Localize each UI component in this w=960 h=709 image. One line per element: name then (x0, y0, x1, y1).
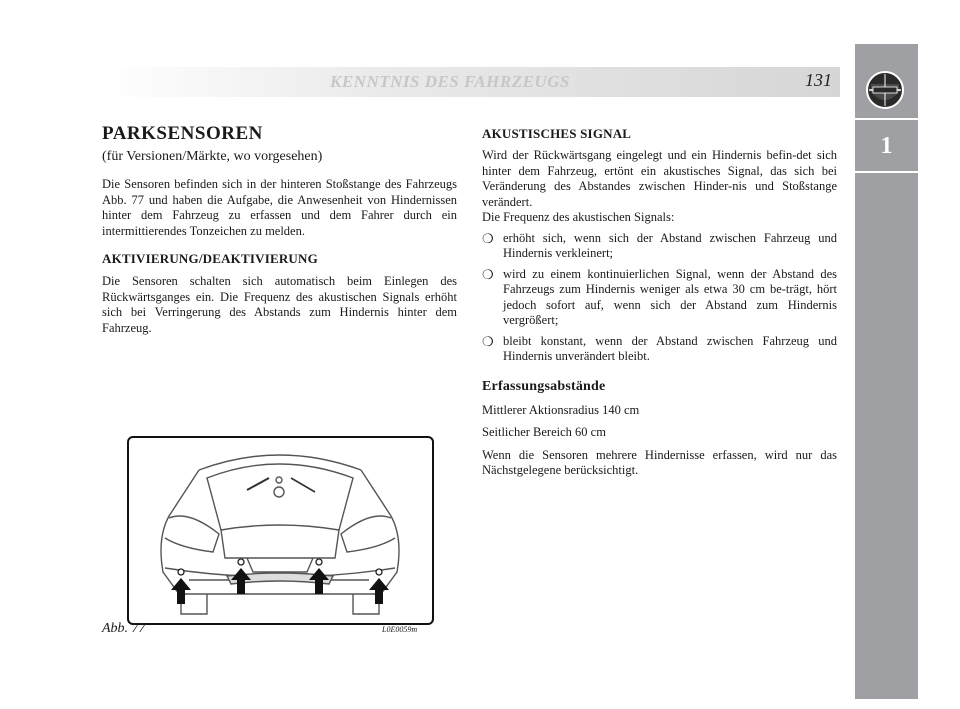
range-side: Seitlicher Bereich 60 cm (482, 425, 606, 439)
arrow-up-icon (369, 578, 389, 604)
list-item: ❍ bleibt konstant, wenn der Abstand zwischen Fahrzeug und Hindernis unverändert bleibt. (482, 333, 837, 363)
figure-code: L0E0059m (382, 625, 418, 634)
frequency-list (482, 231, 837, 365)
side-tab-divider (855, 171, 918, 173)
list-item: ❍ erhöht sich, wenn sich der Abstand zwischen Fahrzeug und Hindernis verkleinert; (482, 230, 837, 260)
lancia-logo (865, 70, 905, 110)
acoustic-paragraph: Wird der Rückwärtsgang eingelegt und ein Hindernis befin-det sich hinter dem Fahrzeug, ertönt ein akustisches Signal, das sich bei Veränderung des Abstandes zwischen Hinder-nis und Stoßstange verändert. (482, 148, 837, 209)
frequency-intro: Die Frequenz des akustischen Signals: (482, 210, 675, 224)
side-tab-divider (855, 118, 918, 120)
circle-bullet-icon: ❍ (482, 266, 494, 282)
section-title: PARKSENSOREN (102, 123, 263, 144)
circle-bullet-icon: ❍ (482, 230, 494, 246)
list-item: ❍ wird zu einem kontinuierlichen Signal, wenn der Abstand des Fahrzeugs zum Hindernis weniger als etwa 30 cm be-trägt, hört jedoch sofort auf, wenn sich der Abstand zum Hindernis vergrößert; (482, 266, 837, 327)
intro-paragraph: Die Sensoren befinden sich in der hinteren Stoßstange des Fahrzeugs Abb. 77 und haben die Aufgabe, die Anwesenheit von Hindernissen hinter dem Fahrzeug zu erfassen und dem Fahrer durch ein intermittierendes Tonzeichen zu melden. (102, 177, 457, 238)
arrow-up-icon (171, 578, 191, 604)
activation-heading: AKTIVIERUNG/DEAKTIVIERUNG (102, 251, 318, 266)
figure-car-rear (127, 436, 434, 625)
section-subtitle: (für Versionen/Märkte, wo vorgesehen) (102, 149, 323, 164)
header-title: KENNTNIS DES FAHRZEUGS (330, 72, 570, 91)
figure-caption: Abb. 77 (102, 621, 146, 636)
activation-paragraph: Die Sensoren schalten sich automatisch beim Einlegen des Rückwärtsganges ein. Die Frequenz des akustischen Signals erhöht sich bei Verringerung des Abstands zum Hindernis hinter dem Fahrzeug. (102, 274, 457, 335)
acoustic-signal-heading: AKUSTISCHES SIGNAL (482, 126, 632, 141)
right-column (482, 126, 837, 479)
detection-range-heading: Erfassungsabstände (482, 378, 606, 394)
range-middle: Mittlerer Aktionsradius 140 cm (482, 402, 640, 417)
car-rear-illustration (129, 438, 432, 623)
multiple-obstacles-note: Wenn die Sensoren mehrere Hindernisse erfassen, wird nur das Nächstgelegene berücksichtigt. (482, 447, 837, 477)
left-column (102, 123, 457, 336)
circle-bullet-icon: ❍ (482, 333, 494, 349)
page-number: 131 (805, 70, 832, 90)
chapter-number: 1 (880, 133, 893, 159)
